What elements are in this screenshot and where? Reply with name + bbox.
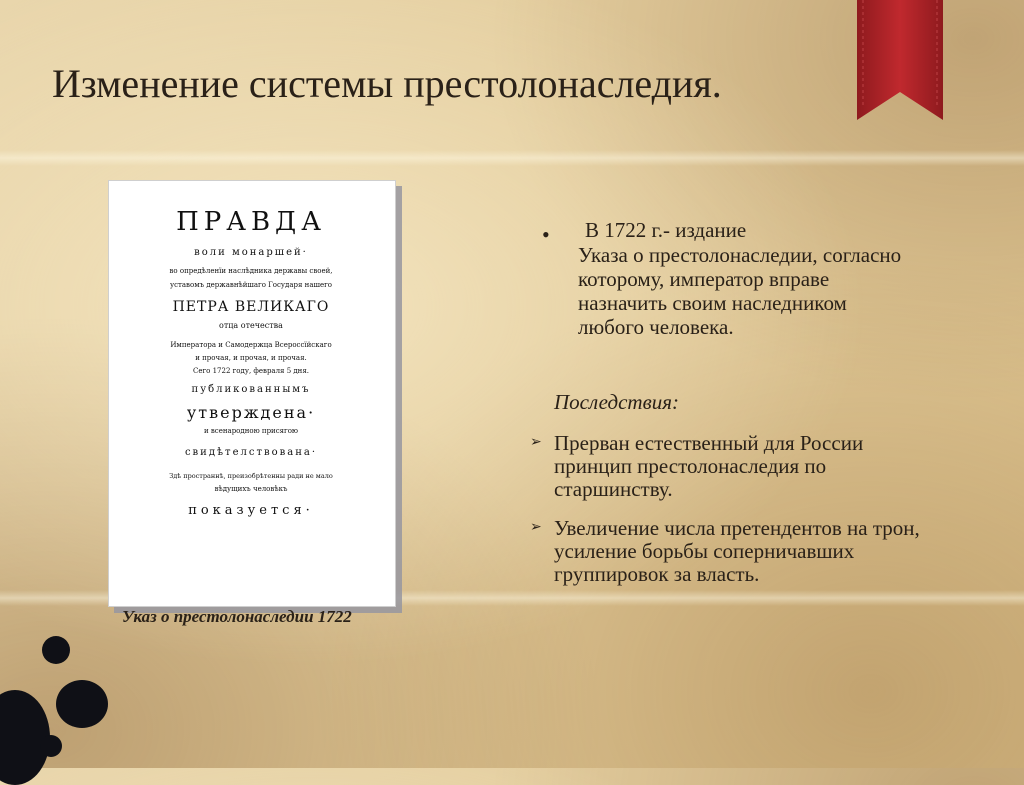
consequence-line: Прерван естественный для России — [554, 431, 864, 455]
doc-line: Здѣ пространнѣ, преизобрѣтенны ради не мало — [169, 472, 333, 480]
consequence-line: усиление борьбы соперничавших — [554, 539, 855, 563]
doc-line: свидѣтелствована· — [184, 447, 318, 458]
doc-line: уставомъ державнѣйшаго Государя нашего — [169, 281, 333, 289]
doc-line: и всенародною присягою — [203, 427, 299, 435]
consequence-line: принцип престолонаследия по — [554, 454, 827, 478]
ink-blot — [56, 680, 108, 728]
doc-line: Сего 1722 году, февраля 5 дня. — [192, 367, 309, 375]
consequence-line: Увеличение числа претендентов на трон, — [554, 516, 920, 540]
doc-line: Императора и Самодержца Всероссїйскаго — [170, 341, 332, 349]
consequence-line: старшинству. — [554, 477, 673, 501]
doc-line: ПРАВДА — [176, 207, 326, 237]
ink-blot — [42, 636, 70, 664]
doc-line: утверждена· — [186, 403, 316, 422]
doc-line: во опредѣленїи наслѣдника державы своей, — [169, 267, 333, 275]
doc-line: отца отечества — [219, 321, 283, 330]
doc-line: воли монаршей· — [194, 247, 308, 258]
decree-document-image — [108, 180, 396, 607]
arrow-bullet-icon: ➢ — [530, 435, 542, 450]
doc-line: публикованнымъ — [191, 384, 311, 395]
doc-line: ПЕТРА ВЕЛИКАГО — [172, 299, 330, 315]
bullet-line: Указа о престолонаследии, согласно — [578, 243, 902, 267]
bullet-line: В 1722 г.- издание — [585, 218, 747, 242]
doc-line: показуется· — [188, 503, 314, 518]
doc-line: и прочая, и прочая, и прочая. — [195, 354, 307, 362]
image-caption: Указ о престолонаследии 1722 — [122, 607, 352, 626]
doc-line: вѣдущихъ человѣкъ — [214, 485, 288, 493]
arrow-bullet-icon: ➢ — [530, 520, 542, 535]
bullet-line: назначить своим наследником — [578, 291, 847, 315]
page-title: Изменение системы престолонаследия. — [52, 61, 722, 106]
consequence-line: группировок за власть. — [554, 562, 760, 586]
consequences-heading: Последствия: — [554, 390, 679, 414]
bullet-icon: • — [542, 222, 550, 247]
bullet-line: любого человека. — [578, 315, 734, 339]
paper-fold — [0, 150, 1024, 166]
ink-blot — [40, 735, 62, 757]
bullet-line: которому, император вправе — [578, 267, 830, 291]
bookmark-ribbon-icon — [857, 0, 943, 120]
